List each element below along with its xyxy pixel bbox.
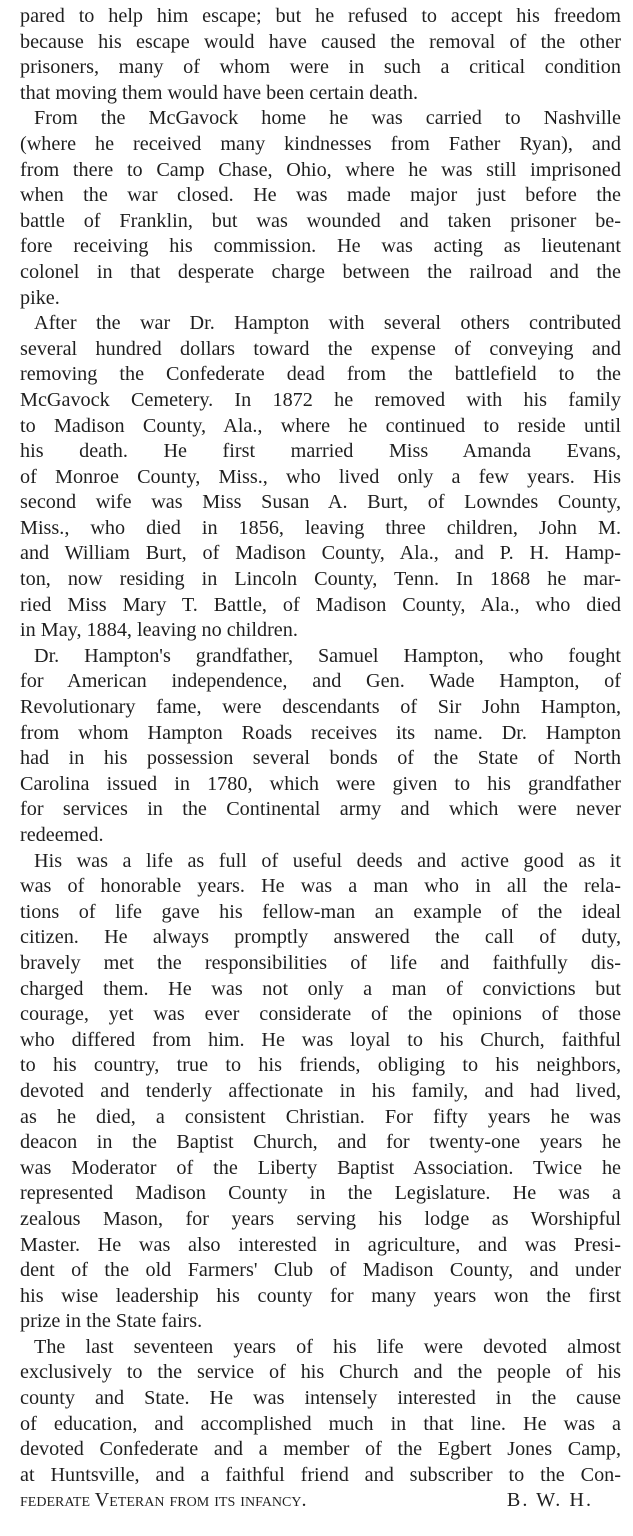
text-line: was Moderator of the Liberty Baptist Association. Twice he — [20, 1156, 621, 1179]
text-line: county and State. He was intensely interested in the cause — [20, 1387, 621, 1410]
article-body — [20, 4, 621, 1514]
text-line: at Huntsville, and a faithful friend and subscriber to the Con- — [20, 1463, 621, 1486]
text-line: was of honorable years. He was a man who in all the rela- — [20, 875, 621, 898]
paragraph-start-line: Dr. Hampton's grandfather, Samuel Hampton, who fought — [34, 644, 621, 667]
text-line: removing the Confederate dead from the battlefield to the — [20, 363, 621, 386]
text-line: devoted Confederate and a member of the Egbert Jones Camp, — [20, 1438, 621, 1461]
closing-text: federate Veteran from its infancy. — [20, 1489, 307, 1512]
text-line: prize in the State fairs. — [20, 1310, 203, 1333]
text-line: to his country, true to his friends, obliging to his neighbors, — [20, 1054, 621, 1077]
text-line: as he died, a consistent Christian. For fifty years he was — [20, 1105, 621, 1128]
text-line: ton, now residing in Lincoln County, Tenn. In 1868 he mar- — [20, 568, 621, 591]
text-line: pared to help him escape; but he refused to accept his freedom — [20, 5, 621, 27]
text-line: and William Burt, of Madison County, Ala., and P. H. Hamp- — [20, 542, 621, 565]
paragraph-start-line: After the war Dr. Hampton with several others contributed — [34, 312, 621, 335]
text-line: courage, yet was ever considerate of the opinions of those — [20, 1003, 621, 1026]
text-line: McGavock Cemetery. In 1872 he removed with his family — [20, 388, 621, 411]
text-line: devoted and tenderly affectionate in his family, and had lived, — [20, 1079, 621, 1102]
text-line: because his escape would have caused the removal of the other — [20, 30, 621, 53]
text-line: from whom Hampton Roads receives its name. Dr. Hampton — [20, 721, 621, 744]
text-line: ried Miss Mary T. Battle, of Madison County, Ala., who died — [20, 593, 621, 616]
text-line: zealous Mason, for years serving his lodge as Worshipful — [20, 1207, 621, 1230]
closing-line — [20, 1488, 621, 1514]
paragraph-start-line: The last seventeen years of his life were devoted almost — [34, 1335, 621, 1358]
text-line: to Madison County, Ala., where he continued to reside until — [20, 414, 621, 437]
text-line: dent of the old Farmers' Club of Madison County, and under — [20, 1259, 621, 1282]
text-line: charged them. He was not only a man of convictions but — [20, 977, 621, 1000]
text-line: Carolina issued in 1780, which were given to his grandfather — [20, 772, 621, 795]
text-line: second wife was Miss Susan A. Burt, of Lowndes County, — [20, 491, 621, 514]
text-line: Master. He was also interested in agriculture, and was Presi- — [20, 1233, 621, 1256]
text-line: his death. He first married Miss Amanda Evans, — [20, 440, 621, 463]
paragraph-start-line: From the McGavock home he was carried to Nashville — [34, 107, 621, 130]
text-line: exclusively to the service of his Church and the people of his — [20, 1361, 621, 1384]
text-line: colonel in that desperate charge between the railroad and the — [20, 260, 621, 283]
paragraph-start-line: His was a life as full of useful deeds and active good as it — [34, 849, 621, 872]
text-line: redeemed. — [20, 824, 104, 846]
text-line: of education, and accomplished much in that line. He was a — [20, 1412, 621, 1435]
text-line: citizen. He always promptly answered the call of duty, — [20, 926, 621, 949]
text-line: bravely met the responsibilities of life and faithfully dis- — [20, 951, 621, 974]
text-line: that moving them would have been certain death. — [20, 81, 419, 104]
text-line: several hundred dollars toward the expense of conveying and — [20, 337, 621, 360]
text-line: tions of life gave his fellow-man an example of the ideal — [20, 900, 621, 923]
text-line: Revolutionary fame, were descendants of Sir John Hampton, — [20, 696, 621, 719]
text-line: of Monroe County, Miss., who lived only a few years. His — [20, 465, 621, 488]
text-line: when the war closed. He was made major just before the — [20, 184, 621, 207]
text-line: deacon in the Baptist Church, and for twenty-one years he — [20, 1131, 621, 1154]
text-line: for American independence, and Gen. Wade Hampton, of — [20, 670, 621, 693]
text-line: battle of Franklin, but was wounded and taken prisoner be- — [20, 209, 621, 232]
text-line: prisoners, many of whom were in such a critical condition — [20, 56, 621, 79]
text-line: had in his possession several bonds of the State of North — [20, 747, 621, 770]
text-line: in May, 1884, leaving no children. — [20, 619, 298, 642]
text-line: his wise leadership his county for many years won the first — [20, 1284, 621, 1307]
text-line: from there to Camp Chase, Ohio, where he was still imprisoned — [20, 158, 621, 181]
text-line: Miss., who died in 1856, leaving three children, John M. — [20, 516, 621, 539]
text-line: (where he received many kindnesses from Father Ryan), and — [20, 132, 621, 155]
text-line: fore receiving his commission. He was acting as lieutenant — [20, 235, 621, 258]
author-signature: B. W. H. — [506, 1489, 593, 1512]
text-line: pike. — [20, 286, 60, 309]
text-line: represented Madison County in the Legislature. He was a — [20, 1182, 621, 1205]
text-line: who differed from him. He was loyal to his Church, faithful — [20, 1028, 621, 1051]
text-line: for services in the Continental army and which were never — [20, 798, 621, 821]
